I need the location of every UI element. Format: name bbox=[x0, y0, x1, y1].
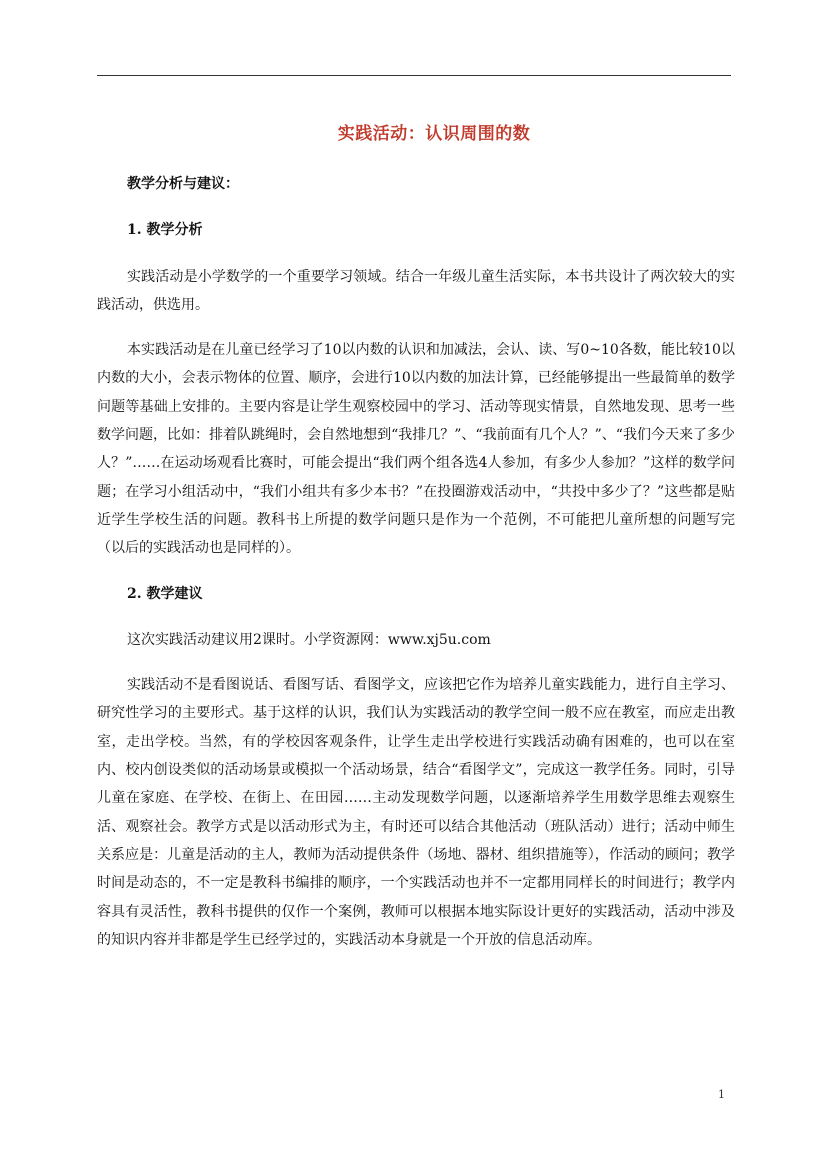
suggestion-heading: 2. 教学建议 bbox=[127, 585, 203, 602]
analysis-paragraph-2: 本实践活动是在儿童已经学习了10以内数的认识和加减法，会认、读、写0~10各数，能比较10以内数的大小，会表示物体的位置、顺序，会进行10以内数的加法计算，已经能够提出一些最简单的数学问题等基础上安排的。主要内容是让学生观察校园中的学习、活动等现实情景，自然地发现、思考一些数学问题，比如：排着队跳绳时，会自然地想到“我排几？”、“我前面有几个人？”、“我们今天来了多少人？”……在运动场观看比赛时，可能会提出“我们两个组各选4人参加，有多少人参加？”这样的数学问题；在学习小组活动中，“我们小组共有多少本书？”在投圈游戏活动中，“共投中多少了？”这些都是贴近学生学校生活的问题。教科书上所提的数学问题只是作为一个范例，不可能把儿童所想的问题写完（以后的实践活动也是同样的）。 bbox=[97, 342, 735, 557]
page-number: 1 bbox=[718, 1088, 725, 1101]
header-rule bbox=[97, 75, 731, 76]
page-title: 实践活动：认识周围的数 bbox=[337, 124, 531, 144]
analysis-paragraph-1: 实践活动是小学数学的一个重要学习领域。结合一年级儿童生活实际，本书共设计了两次较大的实践活动，供选用。 bbox=[97, 268, 735, 313]
suggestion-paragraph-1: 这次实践活动建议用2课时。小学资源网：www.xj5u.com bbox=[127, 631, 491, 648]
suggestion-paragraph-2: 实践活动不是看图说话、看图写话、看图学文，应该把它作为培养儿童实践能力，进行自主学习、研究性学习的主要形式。基于这样的认识，我们认为实践活动的教学空间一般不应在教室，而应走出教室，走出学校。当然，有的学校因客观条件，让学生走出学校进行实践活动确有困难的，也可以在室内、校内创设类似的活动场景或模拟一个活动场景，结合“看图学文”，完成这一教学任务。同时，引导儿童在家庭、在学校、在街上、在田园……主动发现数学问题，以逐渐培养学生用数学思维去观察生活、观察社会。教学方式是以活动形式为主，有时还可以结合其他活动（班队活动）进行；活动中师生关系应是：儿童是活动的主人，教师为活动提供条件（场地、器材、组织措施等），作活动的顾问；教学时间是动态的，不一定是教科书编排的顺序，一个实践活动也并不一定都用同样长的时间进行；教学内容具有灵活性，教科书提供的仅作一个案例，教师可以根据本地实际设计更好的实践活动，活动中涉及的知识内容并非都是学生已经学过的，实践活动本身就是一个开放的信息活动库。 bbox=[97, 677, 735, 948]
analysis-heading: 1. 教学分析 bbox=[127, 222, 203, 239]
section-heading: 教学分析与建议： bbox=[127, 176, 239, 192]
document-body bbox=[97, 170, 735, 971]
